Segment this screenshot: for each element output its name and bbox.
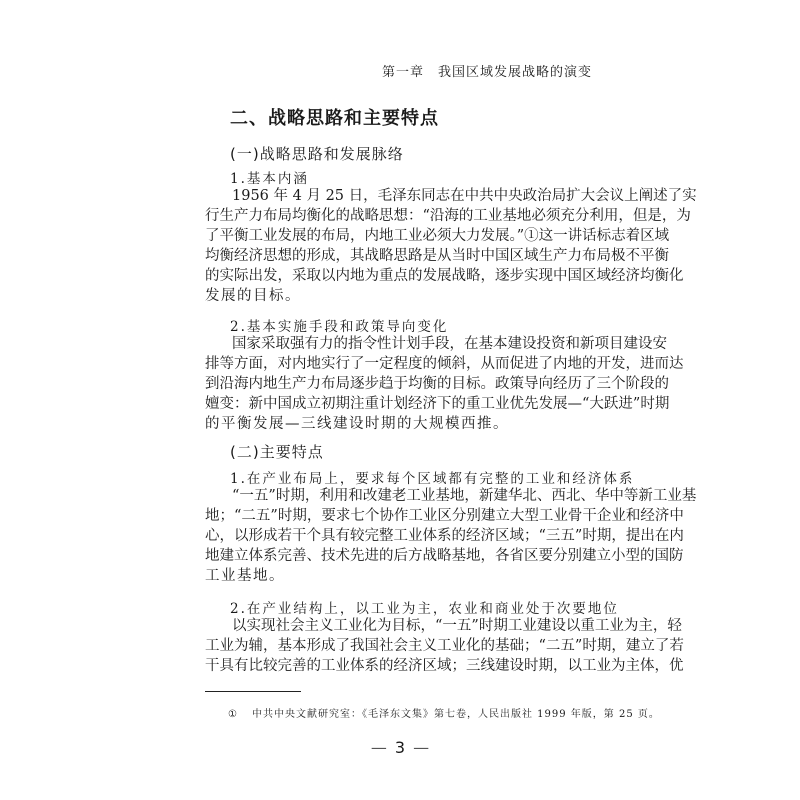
text-line: “一五”时期，利用和改建老工业基地，新建华北、西北、华中等新工业基 — [232, 488, 697, 504]
text-line: 工业为辅，基本形成了我国社会主义工业化的基础；“二五”时期，建立了若 — [205, 638, 684, 654]
text-line: 排等方面，对内地实行了一定程度的倾斜，从而促进了内地的开发，进而达 — [205, 356, 684, 372]
text-line: 的实际出发，采取以内地为重点的发展战略，逐步实现中国区域经济均衡化 — [205, 268, 684, 284]
item-heading: 1.基本内涵 — [230, 171, 309, 187]
footnote-rule — [205, 691, 301, 692]
text-line: 心，以形成若干个具有较完整工业体系的经济区域；“三五”时期，提出在内 — [205, 528, 684, 544]
text-line: 了平衡工业发展的布局，内地工业必须大力发展。”①这一讲话标志着区域 — [205, 228, 670, 244]
text-line: 嬗变：新中国成立初期注重计划经济下的重工业优先发展—“大跃进”时期 — [205, 396, 670, 412]
text-line: 行生产力布局均衡化的战略思想：“沿海的工业基地必须充分利用，但是，为 — [205, 208, 691, 224]
text-line: 地；“二五”时期，要求七个协作工业区分别建立大型工业骨干企业和经济中 — [205, 508, 684, 524]
item-heading: 2.在产业结构上，以工业为主，农业和商业处于次要地位 — [230, 601, 619, 617]
text-line: 到沿海内地生产力布局逐步趋于均衡的目标。政策导向经历了三个阶段的 — [205, 376, 669, 392]
footnote-text: 中共中央文献研究室：《毛泽东文集》第七卷，人民出版社 1999 年版，第 25 页。 — [251, 709, 660, 720]
text-line: 地建立体系完善、技术先进的后方战略基地，各省区要分别建立小型的国防 — [205, 548, 684, 564]
footnote-mark: ① — [228, 709, 238, 720]
subsection-heading-1: (一)战略思路和发展脉络 — [230, 145, 404, 163]
text-line: 发展的目标。 — [205, 288, 301, 304]
page-number — [0, 738, 800, 757]
text-line: 国家采取强有力的指令性计划手段，在基本建设投资和新项目建设安 — [232, 336, 667, 352]
page-dash-right: — — [413, 738, 430, 757]
footnote — [228, 705, 660, 720]
text-line: 以实现社会主义工业化为目标，“一五”时期工业建设以重工业为主，轻 — [232, 618, 682, 634]
text-line: 均衡经济思想的形成，其战略思路是从当时中国区域生产力布局极不平衡 — [205, 248, 669, 264]
subsection-heading-2: (二)主要特点 — [230, 443, 324, 461]
text-line: 工业基地。 — [205, 568, 285, 584]
section-title: 二、战略思路和主要特点 — [230, 108, 439, 129]
text-line: 1956 年 4 月 25 日，毛泽东同志在中共中央政治局扩大会议上阐述了实 — [232, 188, 697, 204]
text-line: 的平衡发展—三线建设时期的大规模西推。 — [205, 416, 509, 432]
page-number-value: 3 — [394, 738, 406, 757]
item-heading: 2.基本实施手段和政策导向变化 — [230, 319, 449, 335]
page-dash-left: — — [370, 738, 387, 757]
item-heading: 1.在产业布局上，要求每个区域都有完整的工业和经济体系 — [230, 471, 635, 487]
text-line: 干具有比较完善的工业体系的经济区域；三线建设时期，以工业为主体，优 — [205, 658, 684, 674]
running-head: 第一章 我国区域发展战略的演变 — [381, 65, 592, 80]
